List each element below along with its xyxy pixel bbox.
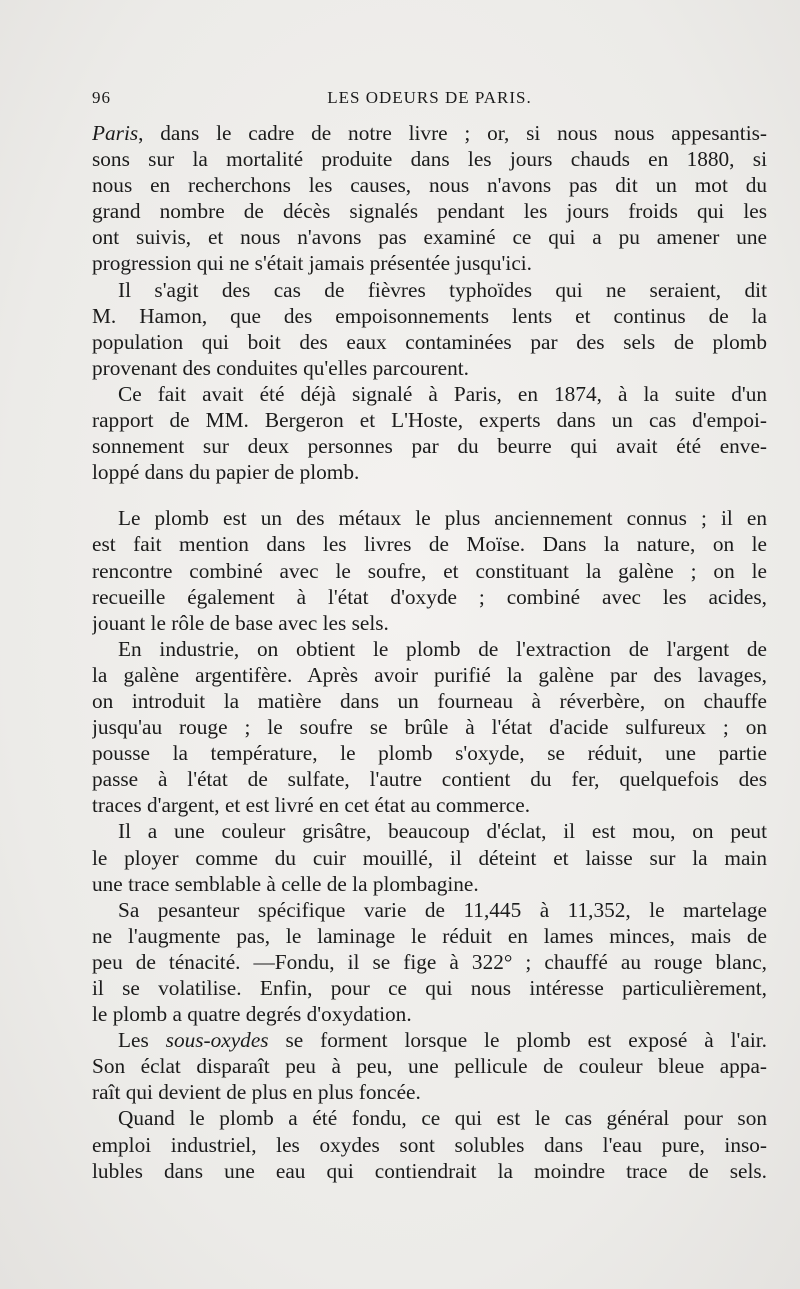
text-line: Les sous-oxydes se forment lorsque le plomb est exposé à l'air. (118, 1028, 767, 1053)
text-line: population qui boit des eaux contaminées par des sels de plomb (92, 329, 767, 354)
italic-word: sous-oxydes (165, 1028, 269, 1053)
text-line: sons sur la mortalité produite dans les jours chauds en 1880, si (92, 147, 767, 172)
text-line: loppé dans du papier de plomb. (92, 460, 360, 485)
text-line: Sa pesanteur spécifique varie de 11,445 à 11,352, le martelage (118, 897, 767, 922)
text-line: lubles dans une eau qui contiendrait la moindre trace de sels. (92, 1158, 767, 1183)
text-line: sonnement sur deux personnes par du beurre qui avait été enve- (92, 434, 767, 459)
text-line: la galène argentifère. Après avoir purifié la galène par des lavages, (92, 662, 767, 687)
text-line: nous en recherchons les causes, nous n'avons pas dit un mot du (92, 173, 767, 198)
text-line: raît qui devient de plus en plus foncée. (92, 1080, 421, 1105)
page-header (92, 88, 767, 112)
text-line: Son éclat disparaît peu à peu, une pellicule de couleur bleue appa- (92, 1054, 767, 1079)
text-line: jusqu'au rouge ; le soufre se brûle à l'état d'acide sulfureux ; on (92, 715, 767, 740)
text-line: Il s'agit des cas de fièvres typhoïdes qui ne seraient, dit (118, 277, 767, 302)
text-line: provenant des conduites qu'elles parcourent. (92, 355, 470, 380)
text-line: rencontre combiné avec le soufre, et constituant la galène ; on le (92, 558, 767, 583)
text-line: jouant le rôle de base avec les sels. (92, 610, 389, 635)
text-line: ont suivis, et nous n'avons pas examiné ce qui a pu amener une (92, 225, 767, 250)
text-line: En industrie, on obtient le plomb de l'extraction de l'argent de (118, 636, 767, 661)
italic-word: Paris (92, 121, 139, 145)
text-line: rapport de MM. Bergeron et L'Hoste, experts dans un cas d'empoi- (92, 408, 767, 433)
text-line: ne l'augmente pas, le laminage le réduit en lames minces, mais de (92, 923, 767, 948)
text-line: peu de ténacité. —Fondu, il se fige à 322° ; chauffé au rouge blanc, (92, 949, 767, 974)
text-line: Paris, dans le cadre de notre livre ; or, si nous nous appesantis- (92, 121, 767, 145)
text-line: le ployer comme du cuir mouillé, il déteint et laisse sur la main (92, 845, 767, 870)
text-line: passe à l'état de sulfate, l'autre contient du fer, quelquefois des (92, 767, 767, 792)
paragraph-gap (92, 485, 767, 505)
text-line: il se volatilise. Enfin, pour ce qui nous intéresse particulièrement, (92, 976, 767, 1000)
text-line: le plomb a quatre degrés d'oxydation. (92, 1002, 412, 1027)
text-line: recueille également à l'état d'oxyde ; combiné avec les acides, (92, 584, 767, 609)
text-line: traces d'argent, et est livré en cet état au commerce. (92, 793, 531, 818)
text-line: progression qui ne s'était jamais présentée jusqu'ici. (92, 251, 533, 276)
text-line: Le plomb est un des métaux le plus anciennement connus ; il en (118, 506, 767, 531)
text-line: une trace semblable à celle de la plombagine. (92, 871, 479, 896)
text-line: Il a une couleur grisâtre, beaucoup d'éclat, il est mou, on peut (118, 819, 767, 844)
text-line: emploi industriel, les oxydes sont solubles dans l'eau pure, inso- (92, 1132, 767, 1157)
text-line: M. Hamon, que des empoisonnements lents et continus de la (92, 303, 767, 328)
text-line: Ce fait avait été déjà signalé à Paris, en 1874, à la suite d'un (118, 381, 767, 406)
running-title: LES ODEURS DE PARIS. (327, 88, 532, 107)
text-line: pousse la température, le plomb s'oxyde, se réduit, une partie (92, 741, 767, 766)
page-number: 96 (92, 88, 111, 107)
text-line: on introduit la matière dans un fourneau à réverbère, on chauffe (92, 688, 767, 713)
text-line: grand nombre de décès signalés pendant les jours froids qui les (92, 199, 767, 224)
text-line: est fait mention dans les livres de Moïse. Dans la nature, on le (92, 532, 767, 557)
text-line: Quand le plomb a été fondu, ce qui est le cas général pour son (118, 1106, 767, 1131)
body-text (92, 120, 767, 1184)
